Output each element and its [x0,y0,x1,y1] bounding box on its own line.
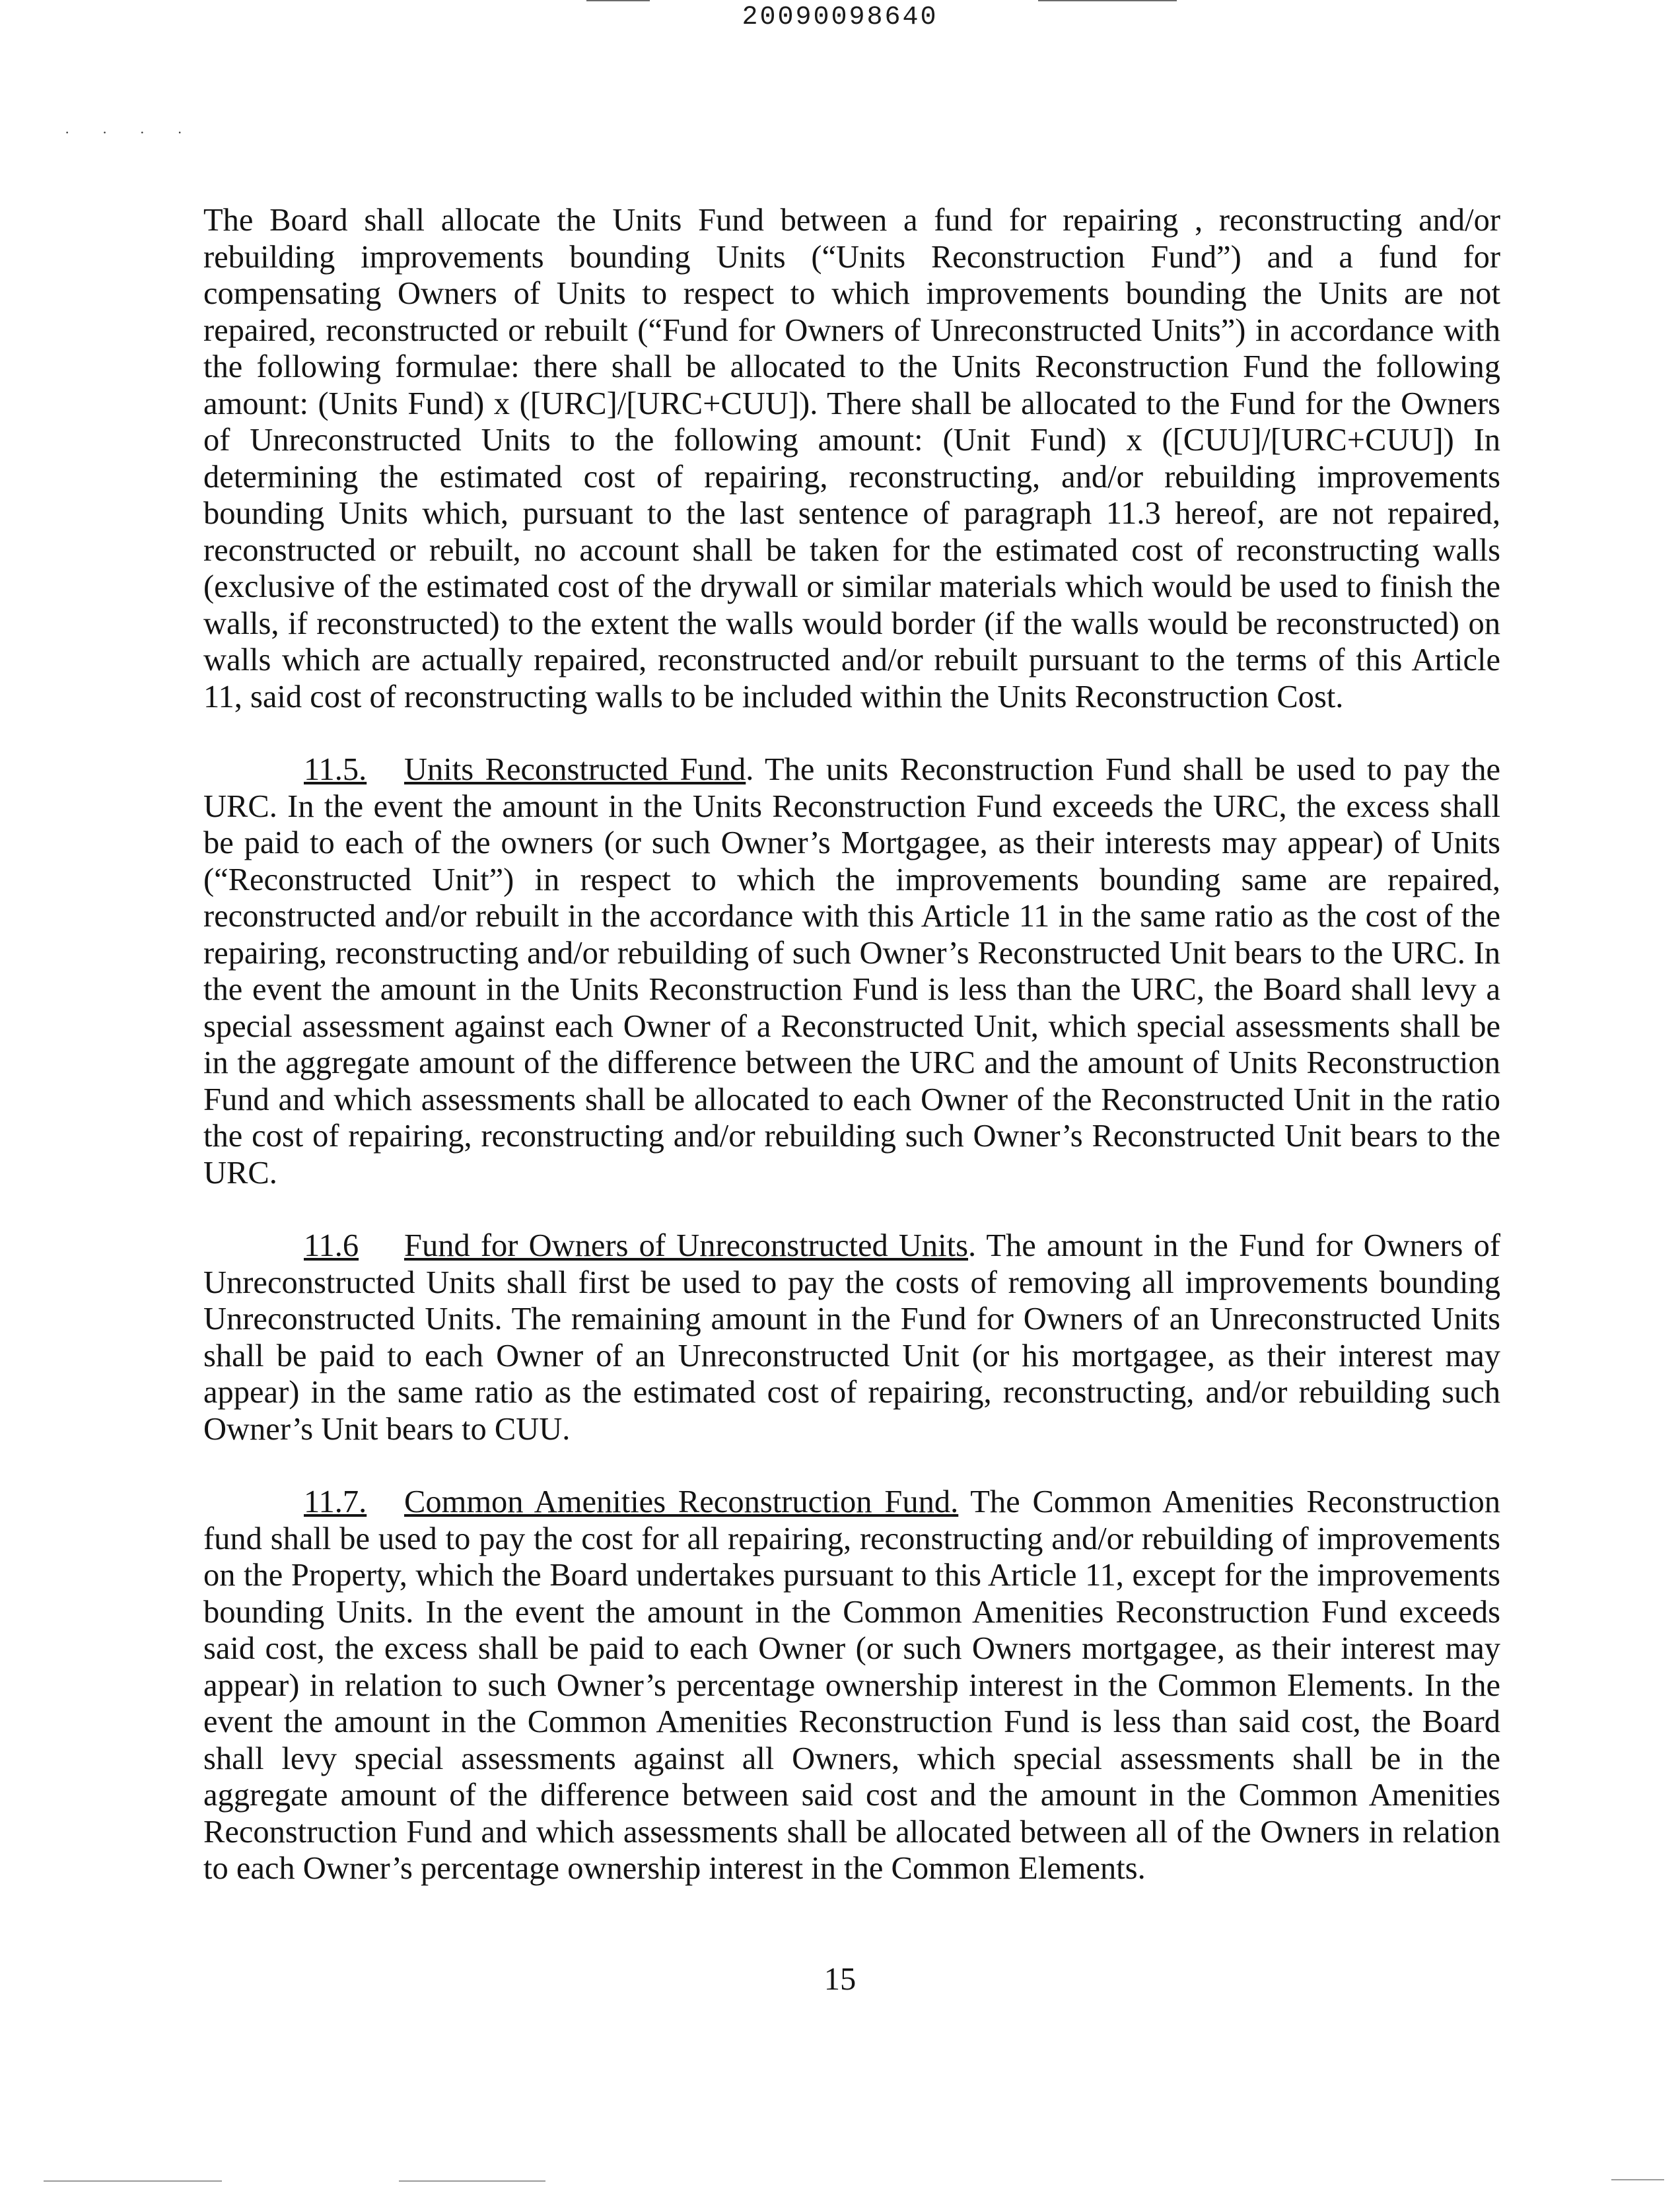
section-11-6-title: Fund for Owners of Unreconstructed Units [404,1228,968,1263]
section-11-7-number: 11.7. [304,1484,367,1519]
section-11-7-title: Common Amenities Reconstruction Fund. [404,1484,959,1519]
footer-rule-center [399,2180,545,2182]
section-11-5-title: Units Reconstructed Fund [404,752,746,787]
section-11-6-text: . The amount in the Fund for Owners of Unreconstructed Units shall first be used to pay the costs of removing all improvements bounding Unreconstructed Units. The remaining amount in the Fund for Owners of an Unreconstructed Units shall be paid to each Owner of an Unreconstructed Unit (or his mortgagee, as their interest may appear) in the same ratio as the estimated cost of repairing, reconstructing, and/or rebuilding such Owner’s Unit bears to CUU. [203,1228,1500,1447]
document-body [203,202,1500,1924]
header-rule-left [586,0,650,1]
section-11-5 [203,751,1500,1191]
footer-rule-left [44,2180,222,2182]
paragraph-intro [203,202,1500,715]
section-11-6-number: 11.6 [304,1228,359,1263]
section-11-5-number: 11.5. [304,752,367,787]
section-11-7 [203,1484,1500,1887]
document-number: 20090098640 [742,3,938,32]
section-11-6 [203,1228,1500,1447]
section-11-5-text: . The units Reconstruction Fund shall be used to pay the URC. In the event the amount in the Units Reconstruction Fund exceeds the URC, the excess shall be paid to each of the owners (or such Owner’s Mortgagee, as their interests may appear) of Units (“Reconstructed Unit”) in respect to which the improvements bounding same are repaired, reconstructed and/or rebuilt in the accordance with this Article 11 in the same ratio as the cost of the repairing, reconstructing and/or rebuilding of such Owner’s Reconstructed Unit bears to the URC. In the event the amount in the Units Reconstruction Fund is less than the URC, the Board shall levy a special assessment against each Owner of a Reconstructed Unit, which special assessments shall be in the aggregate amount of the difference between the URC and the amount of Units Reconstruction Fund and which assessments shall be allocated to each Owner of the Reconstructed Unit in the ratio the cost of repairing, reconstructing and/or rebuilding such Owner’s Reconstructed Unit bears to the URC. [203,752,1500,1191]
header-rule-right [1038,0,1177,1]
section-11-7-text: The Common Amenities Reconstruction fund shall be used to pay the cost for all repairing, reconstructing and/or rebuilding of improvements on the Property, which the Board undertakes pursuant to this Article 11, except for the improvements bounding Units. In the event the amount in the Common Amenities Reconstruction Fund exceeds said cost, the excess shall be paid to each Owner (or such Owners mortgagee, as their interest may appear) in relation to such Owner’s percentage ownership interest in the Common Elements. In the event the amount in the Common Amenities Reconstruction Fund is less than said cost, the Board shall levy special assessments against all Owners, which special assessments shall be in the aggregate amount of the difference between said cost and the amount in the Common Amenities Reconstruction Fund and which assessments shall be allocated between all of the Owners in relation to each Owner’s percentage ownership interest in the Common Elements. [203,1484,1500,1886]
paragraph-intro-text: The Board shall allocate the Units Fund between a fund for repairing , reconstructing and/or rebuilding improvements bounding Units (“Units Reconstruction Fund”) and a fund for compensating Owners of Units to respect to which improvements bounding the Units are not repaired, reconstructed or rebuilt (“Fund for Owners of Unreconstructed Units”) in accordance with the following formulae: there shall be allocated to the Units Reconstruction Fund the following amount: (Units Fund) x ([URC]/[URC+CUU]). There shall be allocated to the Fund for the Owners of Unreconstructed Units to the following amount: (Unit Fund) x ([CUU]/[URC+CUU]) In determining the estimated cost of repairing, reconstructing, and/or rebuilding improvements bounding Units which, pursuant to the last sentence of paragraph 11.3 hereof, are not repaired, reconstructed or rebuilt, no account shall be taken for the estimated cost of reconstructing walls (exclusive of the estimated cost of the drywall or similar materials which would be used to finish the walls, if reconstructed) to the extent the walls would border (if the walls would be reconstructed) on walls which are actually repaired, reconstructed and/or rebuilt pursuant to the terms of this Article 11, said cost of reconstructing walls to be included within the Units Reconstruction Cost. [203,203,1500,714]
page-number: 15 [823,1962,857,1997]
footer-rule-right [1611,2179,1664,2180]
scan-marks: · · · · [65,124,197,141]
